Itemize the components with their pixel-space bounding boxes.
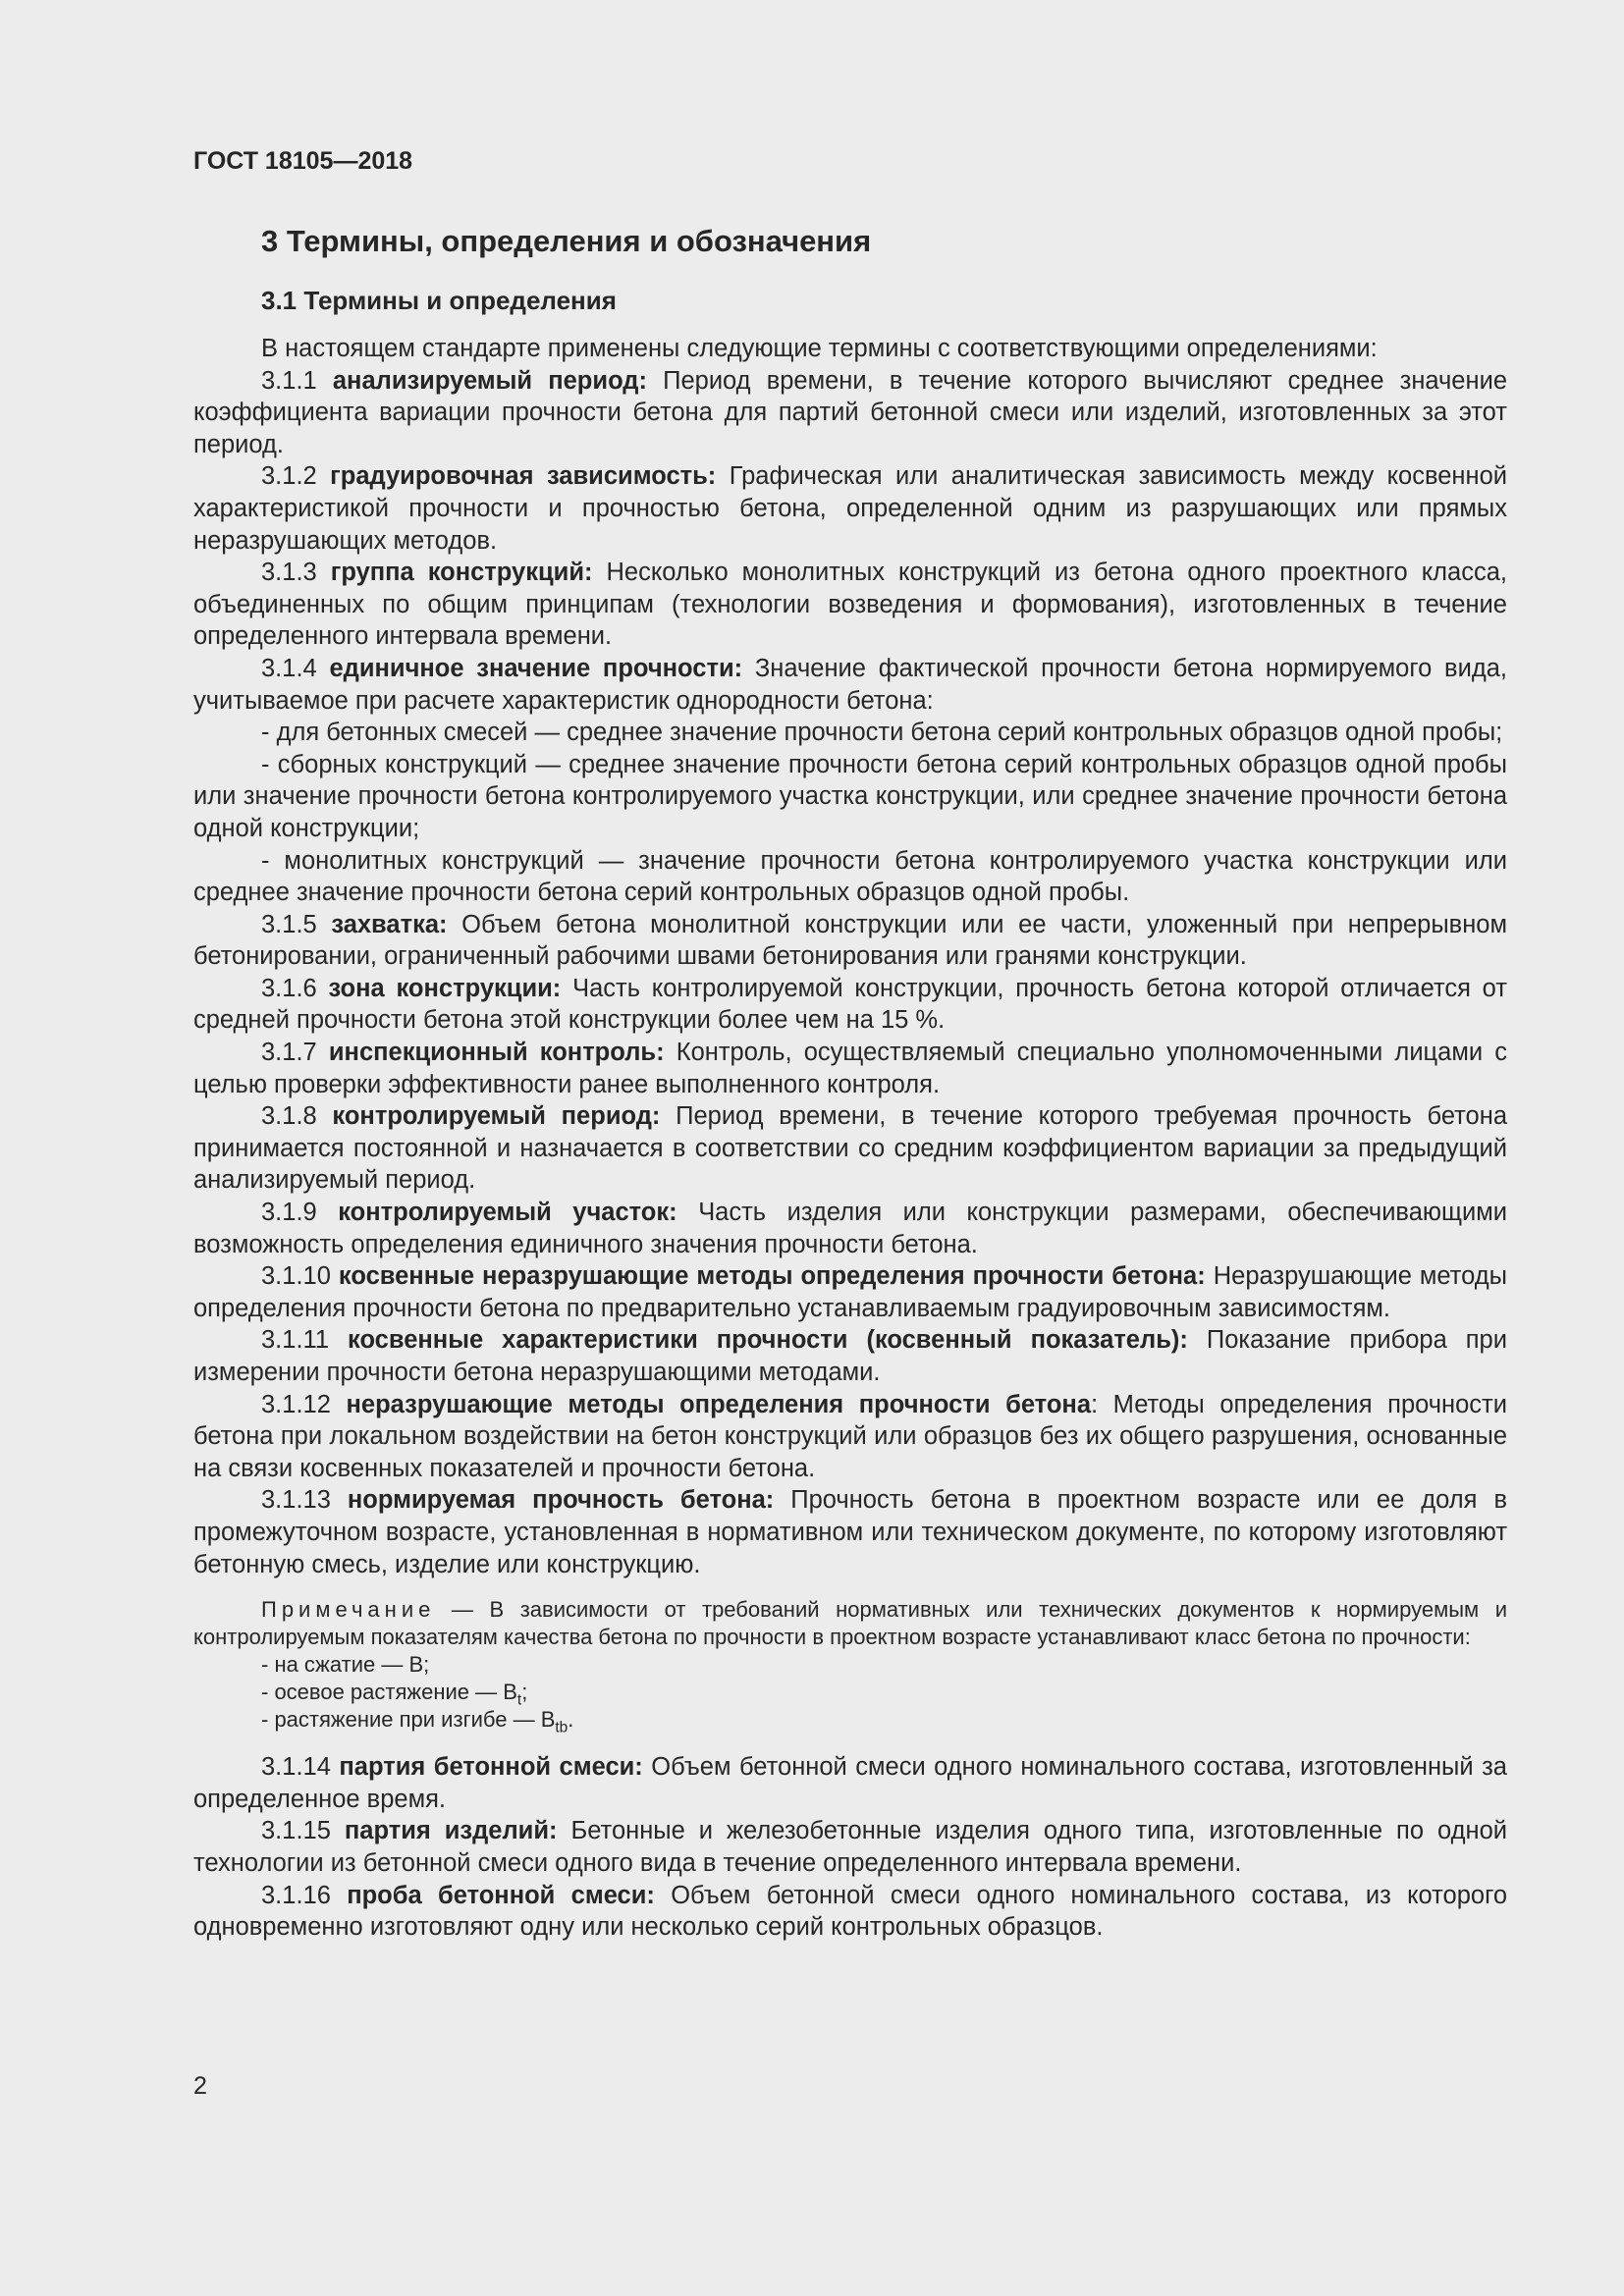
note-item-text: - осевое растяжение — B [261, 1680, 517, 1705]
term-number: 3.1.14 [261, 1753, 331, 1782]
term-name: нормируемая прочность бетона: [347, 1486, 775, 1515]
note-item-end: . [568, 1707, 574, 1733]
note-item-text: - растяжение при изгибе — B [261, 1707, 556, 1733]
term-number: 3.1.4 [261, 654, 317, 682]
term-name: зона конструкции: [328, 974, 562, 1002]
term-definition: Часть изделия или конструкции размерами, обеспечивающими возможность определения единичного значения прочности бетона. [193, 1199, 1507, 1258]
term-definition: Несколько монолитных конструкций из бетона одного проектного класса, объединенных по общим принципам (технологии возведения и формования), изготовленных в течение определенного интервала времени. [193, 559, 1507, 651]
term-name: единичное значение прочности: [329, 654, 743, 682]
term-paragraph [193, 653, 1507, 717]
term-definition: Прочность бетона в проектном возрасте или ее доля в промежуточном возрасте, установленная в нормативном или техническом документе, по которому изготовляют бетонную смесь, изделие или конструкцию. [193, 1486, 1507, 1578]
note-block [193, 1596, 1507, 1734]
term-definition: Контроль, осуществляемый специально уполномоченными лицами с целью проверки эффективности ранее выполненного контроля. [193, 1039, 1508, 1098]
term-name: неразрушающие методы определения прочности бетона [346, 1390, 1091, 1418]
section-heading: 3 Термины, определения и обозначения [261, 224, 872, 258]
term-number: 3.1.10 [261, 1262, 331, 1291]
term-definition: Неразрушающие методы определения прочности бетона по предварительно устанавливаемым градуировочным зависимостям. [193, 1262, 1507, 1322]
term-paragraph [193, 557, 1507, 653]
term-definition: Объем бетонной смеси одного номинального состава, из которого одновременно изготовляют одну или несколько серий контрольных образцов. [193, 1881, 1507, 1942]
term-paragraph [193, 1324, 1507, 1388]
document-body [193, 333, 1507, 1944]
term-name: проба бетонной смеси: [347, 1881, 655, 1909]
term-definition: Бетонные и железобетонные изделия одного типа, изготовленные по одной технологии из бетонной смеси одного вида в течение определенного интервала времени. [193, 1817, 1507, 1877]
document-code-header: ГОСТ 18105—2018 [193, 147, 413, 175]
term-definition: Период времени, в течение которого вычисляют среднее значение коэффициента вариации прочности бетона для партий бетонной смеси или изделий, изготовленных за этот период. [193, 366, 1507, 458]
term-definition: Период времени, в течение которого требуемая прочность бетона принимается постоянной и назначается в соответствии со средним коэффициентом вариации за предыдущий анализируемый период. [193, 1102, 1508, 1195]
term-number: 3.1.8 [261, 1102, 317, 1131]
term-paragraph [193, 909, 1507, 973]
note-item-end: ; [423, 1652, 430, 1678]
term-name: партия изделий: [344, 1817, 558, 1845]
term-name: партия бетонной смеси: [339, 1753, 643, 1782]
intro-paragraph: В настоящем стандарте применены следующие термины с соответствующими определениями: [261, 335, 1378, 362]
term-definition: Часть контролируемой конструкции, прочность бетона которой отличается от средней прочности бетона этой конструкции более чем на 15 %. [193, 974, 1507, 1035]
note-text [193, 1596, 1507, 1651]
term-name: контролируемый период: [332, 1102, 661, 1131]
term-paragraph [193, 1815, 1507, 1879]
note-list-item [193, 1651, 1507, 1679]
term-list-item: - сборных конструкций — среднее значение прочности бетона серий контрольных образцов одной пробы или значение прочности бетона контролируемого участка конструкции, или среднее значение прочности бетона одной конструкции; [193, 750, 1507, 842]
term-list-item: - для бетонных смесей — среднее значение прочности бетона серий контрольных образцов одной пробы; [261, 719, 1503, 747]
term-definition: Объем бетона монолитной конструкции или ее части, уложенный при непрерывном бетонировании, ограниченный рабочими швами бетонирования или гранями конструкции. [193, 910, 1508, 971]
term-paragraph [193, 460, 1507, 557]
term-definition: : Методы определения прочности бетона при локальном воздействии на бетон конструкций или образцов без их общего разрушения, основанные на связи косвенных показателей и прочности бетона. [193, 1390, 1507, 1482]
term-number: 3.1.6 [261, 974, 317, 1002]
term-number: 3.1.1 [261, 366, 317, 395]
note-label: Примечание [261, 1597, 436, 1623]
note-item-text: - на сжатие — B [261, 1652, 424, 1678]
term-paragraph [193, 365, 1507, 461]
term-number: 3.1.16 [261, 1881, 331, 1909]
term-number: 3.1.15 [261, 1817, 331, 1845]
term-definition: Объем бетонной смеси одного номинального состава, изготовленный за определенное время. [193, 1753, 1507, 1813]
page-number: 2 [193, 2072, 207, 2100]
term-name: анализируемый период: [332, 366, 647, 395]
term-paragraph [193, 1389, 1507, 1485]
subsection-heading: 3.1 Термины и определения [261, 286, 617, 315]
term-paragraph [193, 1037, 1507, 1100]
term-list-item: - монолитных конструкций — значение прочности бетона контролируемого участка конструкции или среднее значение прочности бетона серий контрольных образцов одной пробы. [193, 846, 1507, 907]
term-paragraph [193, 1197, 1507, 1260]
term-number: 3.1.11 [261, 1326, 330, 1355]
term-name: группа конструкций: [330, 559, 593, 587]
note-list-item [193, 1706, 1507, 1734]
term-number: 3.1.7 [261, 1039, 317, 1067]
note-list-item [193, 1679, 1507, 1709]
note-item-subscript: tb [555, 1719, 568, 1736]
term-number: 3.1.5 [261, 910, 317, 938]
term-definition: Значение фактической прочности бетона нормируемого вида, учитываемое при расчете характеристик однородности бетона: [193, 654, 1507, 715]
term-number: 3.1.2 [261, 462, 317, 491]
term-number: 3.1.3 [261, 559, 317, 587]
term-name: контролируемый участок: [338, 1199, 677, 1227]
term-number: 3.1.9 [261, 1199, 317, 1227]
term-paragraph [193, 1880, 1507, 1944]
note-body: — В зависимости от требований нормативных или технических документов к нормируемым и контролируемым показателям качества бетона по прочности в проектном возрасте устанавливают класс бетона по прочности: [193, 1597, 1507, 1650]
term-paragraph [193, 973, 1507, 1037]
note-item-end: ; [521, 1680, 528, 1705]
term-name: косвенные характеристики прочности (косвенный показатель): [348, 1326, 1188, 1355]
term-definition: Показание прибора при измерении прочности бетона неразрушающими методами. [193, 1326, 1507, 1386]
term-name: захватка: [331, 910, 448, 938]
term-paragraph [193, 1751, 1507, 1815]
term-number: 3.1.12 [261, 1390, 331, 1418]
term-name: инспекционный контроль: [328, 1039, 665, 1067]
term-name: косвенные неразрушающие методы определения прочности бетона: [338, 1262, 1206, 1291]
term-paragraph [193, 1100, 1507, 1197]
term-paragraph [193, 1484, 1507, 1580]
term-paragraph [193, 1260, 1507, 1324]
term-name: градуировочная зависимость: [330, 462, 717, 491]
term-number: 3.1.13 [261, 1486, 331, 1515]
term-definition: Графическая или аналитическая зависимость между косвенной характеристикой прочности и прочностью бетона, определенной одним из разрушающих или прямых неразрушающих методов. [193, 462, 1507, 555]
note-item-subscript: t [516, 1691, 522, 1709]
